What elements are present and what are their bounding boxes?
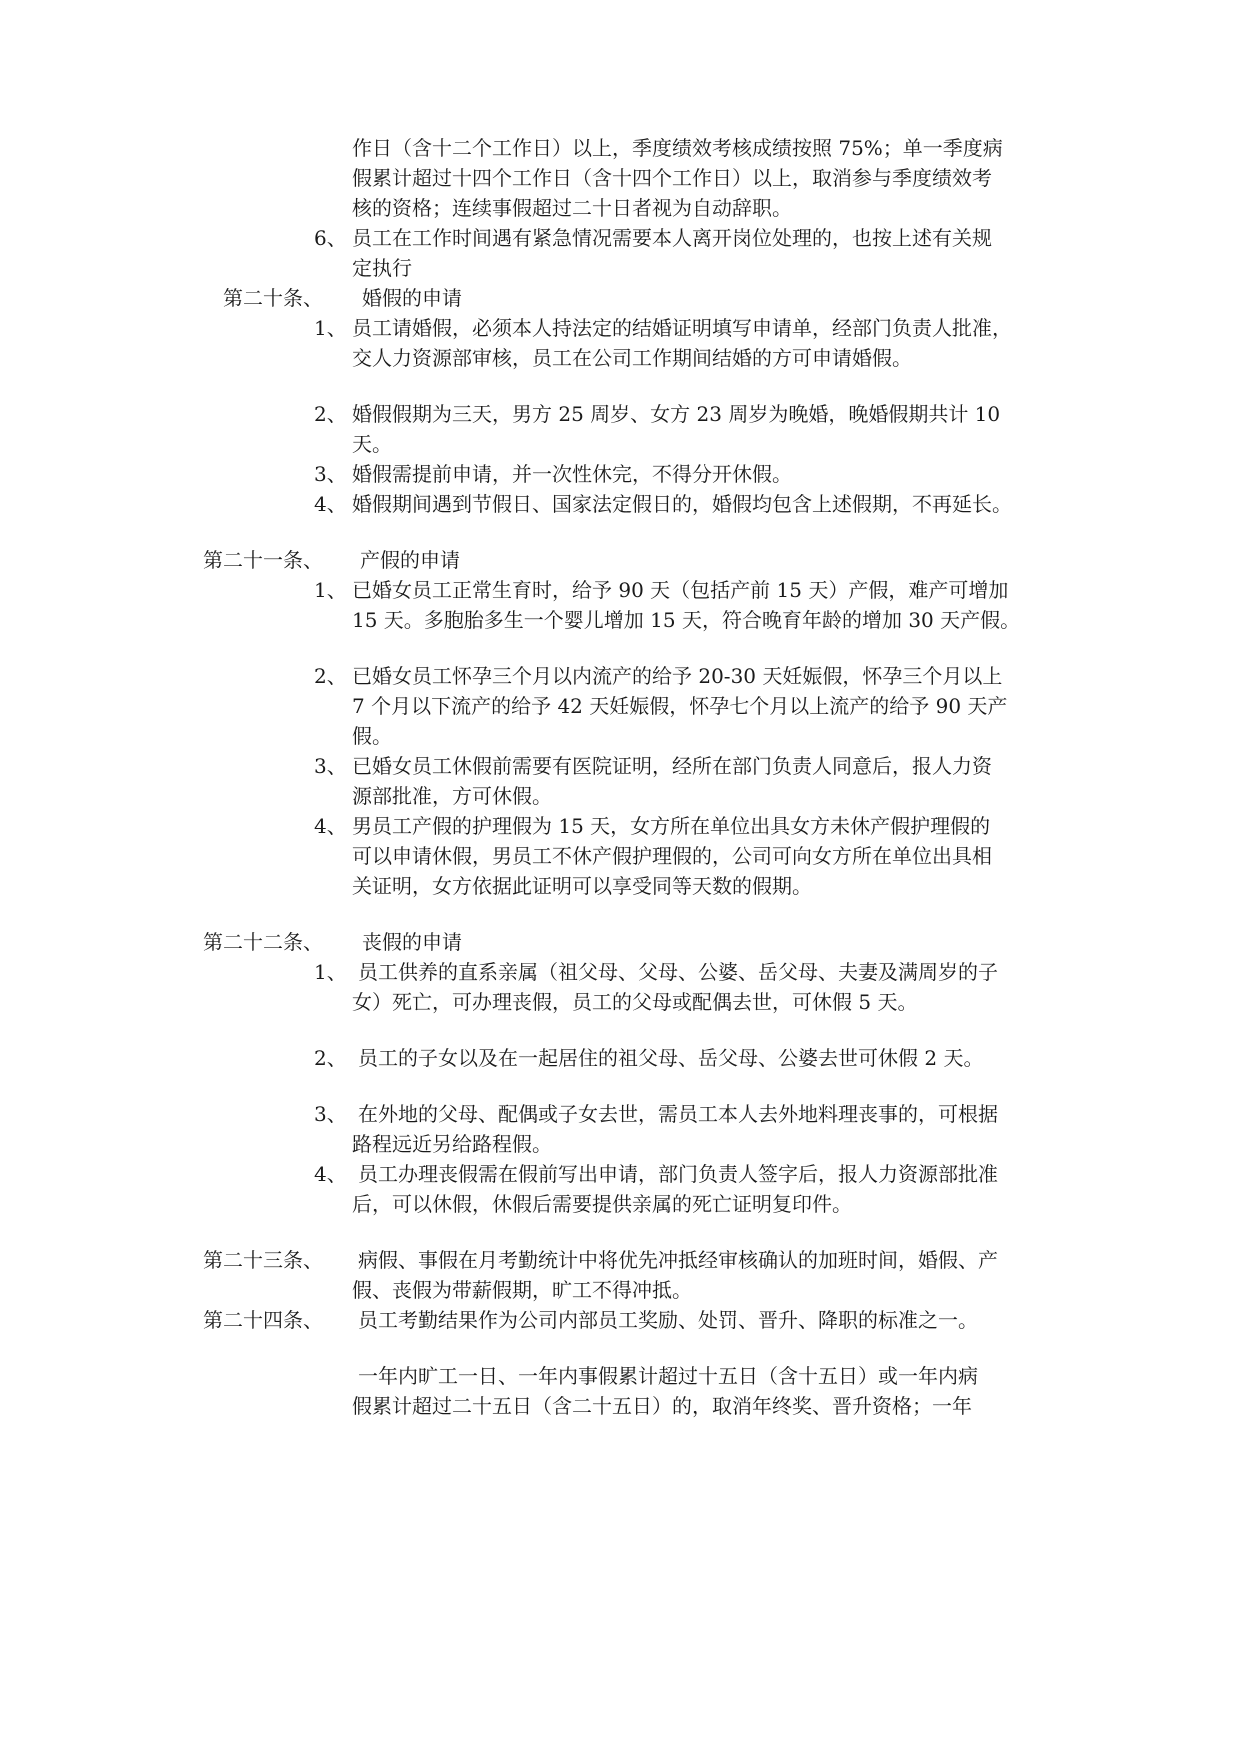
text-line: 已婚女员工正常生育时，给予 90 天（包括产前 15 天）产假，难产可增加	[352, 578, 1009, 602]
text-line: 婚假需提前申请，并一次性休完，不得分开休假。	[352, 462, 792, 486]
article-title: 婚假的申请	[362, 286, 462, 310]
text-line: 员工供养的直系亲属（祖父母、父母、公婆、岳父母、夫妻及满周岁的子	[358, 960, 998, 984]
text-line: 核的资格；连续事假超过二十日者视为自动辞职。	[352, 196, 792, 220]
text-line: 女）死亡，可办理丧假，员工的父母或配偶去世，可休假 5 天。	[352, 990, 918, 1014]
text-line: 员工考勤结果作为公司内部员工奖励、处罚、晋升、降职的标准之一。	[358, 1308, 978, 1332]
text-line: 源部批准，方可休假。	[352, 784, 552, 808]
item-number: 1、	[314, 578, 347, 602]
item-number: 3、	[314, 1102, 347, 1126]
text-line: 假、丧假为带薪假期，旷工不得冲抵。	[352, 1278, 692, 1302]
text-line: 婚假假期为三天，男方 25 周岁、女方 23 周岁为晚婚，晚婚假期共计 10	[352, 402, 1001, 426]
text-line: 天。	[352, 432, 392, 456]
article-label: 第二十三条、	[203, 1248, 323, 1272]
text-line: 已婚女员工怀孕三个月以内流产的给予 20-30 天妊娠假，怀孕三个月以上	[352, 664, 1003, 688]
text-line: 定执行	[352, 256, 412, 280]
text-line: 假累计超过二十五日（含二十五日）的，取消年终奖、晋升资格；一年	[352, 1394, 972, 1418]
article-title: 产假的申请	[360, 548, 460, 572]
text-line: 在外地的父母、配偶或子女去世，需员工本人去外地料理丧事的，可根据	[358, 1102, 998, 1126]
article-label: 第二十条、	[223, 286, 323, 310]
text-line: 路程远近另给路程假。	[352, 1132, 552, 1156]
text-line: 员工在工作时间遇有紧急情况需要本人离开岗位处理的，也按上述有关规	[352, 226, 992, 250]
article-title: 丧假的申请	[362, 930, 462, 954]
item-number: 1、	[314, 960, 347, 984]
text-line: 员工办理丧假需在假前写出申请，部门负责人签字后，报人力资源部批准	[358, 1162, 998, 1186]
text-line: 可以申请休假，男员工不休产假护理假的，公司可向女方所在单位出具相	[352, 844, 992, 868]
item-number: 4、	[314, 814, 347, 838]
item-number: 2、	[314, 402, 347, 426]
text-line: 关证明，女方依据此证明可以享受同等天数的假期。	[352, 874, 812, 898]
article-label: 第二十一条、	[203, 548, 323, 572]
text-line: 已婚女员工休假前需要有医院证明，经所在部门负责人同意后，报人力资	[352, 754, 992, 778]
text-line: 一年内旷工一日、一年内事假累计超过十五日（含十五日）或一年内病	[358, 1364, 978, 1388]
article-label: 第二十二条、	[203, 930, 323, 954]
item-number: 2、	[314, 1046, 347, 1070]
text-line: 7 个月以下流产的给予 42 天妊娠假，怀孕七个月以上流产的给予 90 天产	[352, 694, 1008, 718]
text-line: 交人力资源部审核，员工在公司工作期间结婚的方可申请婚假。	[352, 346, 912, 370]
text-line: 假累计超过十四个工作日（含十四个工作日）以上，取消参与季度绩效考	[352, 166, 992, 190]
item-number: 4、	[314, 492, 347, 516]
item-number: 4、	[314, 1162, 347, 1186]
text-line: 后，可以休假，休假后需要提供亲属的死亡证明复印件。	[352, 1192, 852, 1216]
text-line: 15 天。多胞胎多生一个婴儿增加 15 天，符合晚育年龄的增加 30 天产假。	[352, 608, 1021, 632]
item-number: 1、	[314, 316, 347, 340]
item-number: 6、	[314, 226, 347, 250]
item-number: 3、	[314, 462, 347, 486]
text-line: 作日（含十二个工作日）以上，季度绩效考核成绩按照 75%；单一季度病	[352, 136, 1003, 160]
item-number: 2、	[314, 664, 347, 688]
text-line: 男员工产假的护理假为 15 天，女方所在单位出具女方未休产假护理假的	[352, 814, 991, 838]
text-line: 婚假期间遇到节假日、国家法定假日的，婚假均包含上述假期，不再延长。	[352, 492, 1012, 516]
article-label: 第二十四条、	[203, 1308, 323, 1332]
text-line: 员工的子女以及在一起居住的祖父母、岳父母、公婆去世可休假 2 天。	[358, 1046, 984, 1070]
text-line: 员工请婚假，必须本人持法定的结婚证明填写申请单，经部门负责人批准，	[352, 316, 1012, 340]
text-line: 病假、事假在月考勤统计中将优先冲抵经审核确认的加班时间，婚假、产	[358, 1248, 998, 1272]
text-line: 假。	[352, 724, 392, 748]
item-number: 3、	[314, 754, 347, 778]
